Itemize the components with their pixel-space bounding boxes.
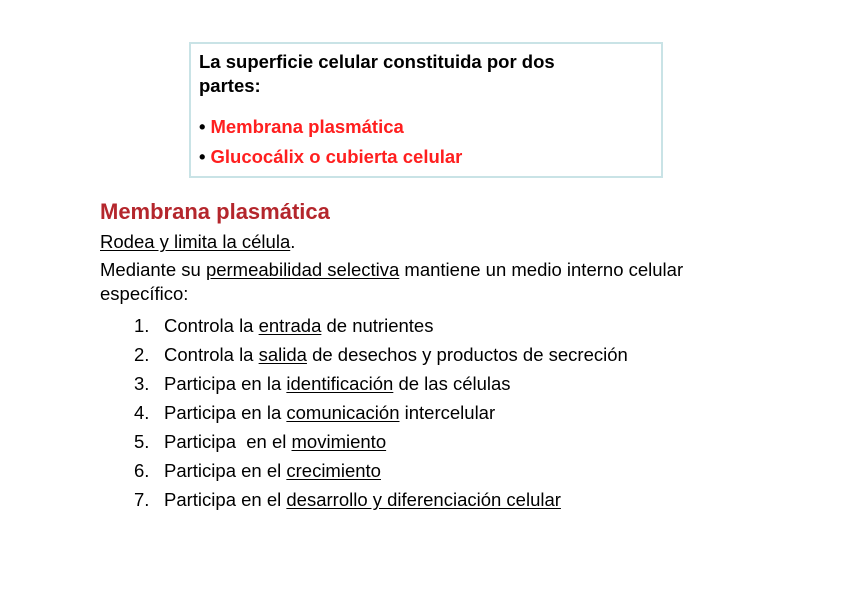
item-text: de desechos y productos de secreción [306, 344, 628, 365]
list-item [134, 369, 628, 398]
list-number: 3. [134, 373, 150, 394]
item-text: Participa en la [164, 402, 287, 423]
list-number: 2. [134, 344, 150, 365]
summary-list [199, 112, 653, 172]
functions-list [134, 311, 628, 514]
item-text: de las células [393, 373, 511, 394]
underlined-keyword: identificación [286, 373, 394, 394]
bullet-icon: • [199, 116, 206, 137]
list-item [134, 340, 628, 369]
underlined-keyword: entrada [258, 315, 322, 336]
item-text: Participa en el [164, 460, 287, 481]
list-item [134, 398, 628, 427]
underlined-keyword: comunicación [286, 402, 400, 423]
list-number: 1. [134, 315, 150, 336]
list-number: 6. [134, 460, 150, 481]
underlined-keyword: desarrollo y diferenciación celular [286, 489, 561, 510]
list-item [134, 311, 628, 340]
summary-item-label: Membrana plasmática [210, 116, 404, 137]
summary-item-label: Glucocálix o cubierta celular [210, 146, 463, 167]
list-number: 7. [134, 489, 150, 510]
underlined-keyword: movimiento [291, 431, 387, 452]
summary-item-membrana [199, 112, 653, 142]
underlined-phrase: Rodea y limita la célula [100, 231, 291, 252]
summary-box [189, 42, 663, 178]
summary-item-glucocalix [199, 142, 653, 172]
list-item [134, 456, 628, 485]
line-text: Mediante su [100, 259, 206, 280]
item-text: intercelular [399, 402, 496, 423]
item-text: de nutrientes [321, 315, 434, 336]
item-text: Controla la [164, 315, 259, 336]
line-text: . [290, 231, 296, 252]
list-number: 5. [134, 431, 150, 452]
item-text: Participa en el [164, 489, 287, 510]
body-line-rodea [100, 230, 295, 254]
line-text: mantiene un medio interno celular específico: [100, 259, 684, 304]
underlined-keyword: salida [258, 344, 307, 365]
list-item [134, 485, 628, 514]
list-item [134, 427, 628, 456]
section-heading: Membrana plasmática [100, 199, 330, 224]
item-text: Participa en el [164, 431, 292, 452]
item-text: Participa en la [164, 373, 287, 394]
list-number: 4. [134, 402, 150, 423]
body-line-permeabilidad [100, 258, 760, 306]
item-text: Controla la [164, 344, 259, 365]
bullet-icon: • [199, 146, 206, 167]
underlined-phrase: permeabilidad selectiva [205, 259, 400, 280]
underlined-keyword: crecimiento [286, 460, 381, 481]
summary-title: La superficie celular constituida por dos partes: [199, 51, 555, 96]
